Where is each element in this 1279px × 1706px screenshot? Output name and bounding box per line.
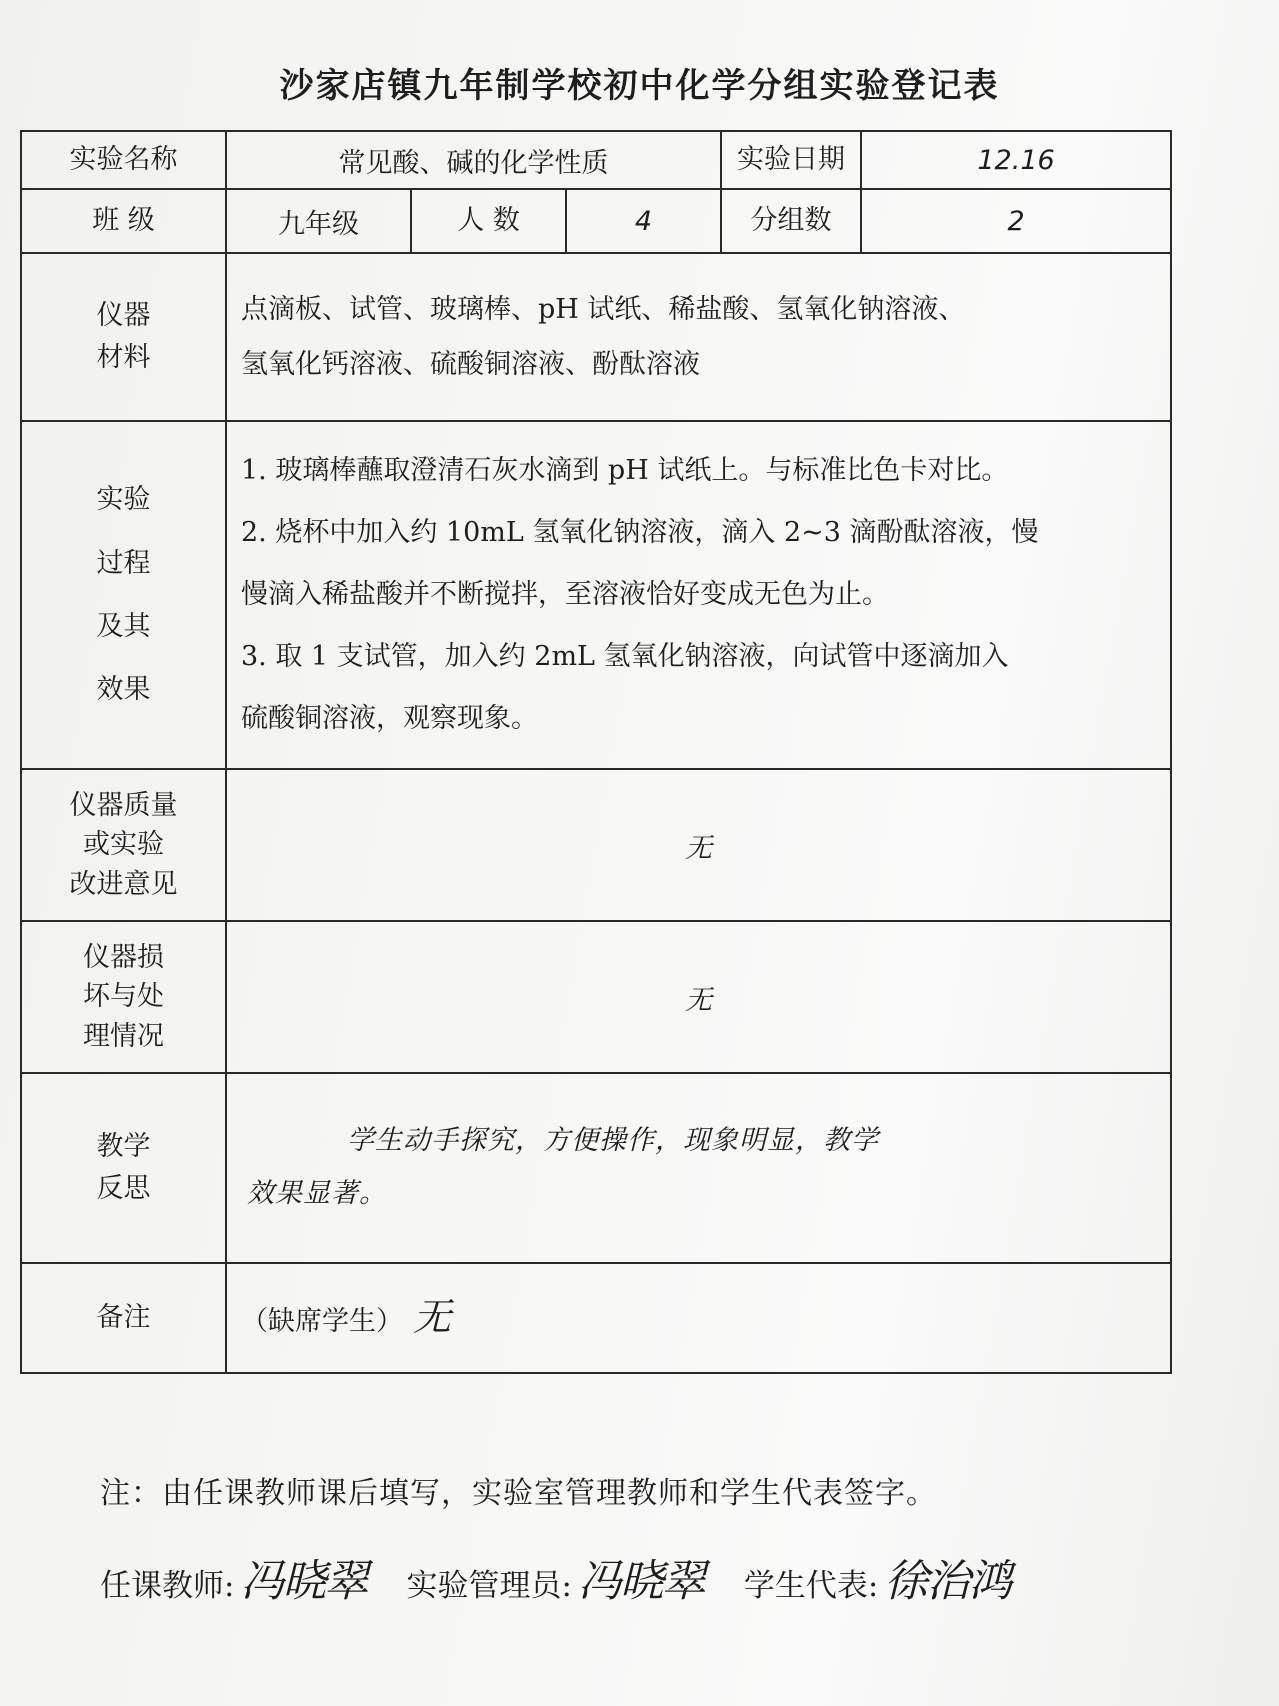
absent-students-label: （缺席学生） <box>241 1306 403 1338</box>
damage-value: 无 <box>226 921 1171 1073</box>
admin-signature <box>406 1545 703 1609</box>
row-reflection <box>21 1073 1171 1263</box>
quality-value: 无 <box>226 769 1171 921</box>
experiment-date-value: 12.16 <box>861 131 1171 189</box>
process-label-line: 及其 <box>96 611 151 642</box>
row-damage <box>21 921 1171 1073</box>
process-step-line: 硫酸铜溶液，观察现象。 <box>241 703 538 735</box>
row-equipment <box>21 253 1171 421</box>
student-label: 学生代表: <box>743 1568 879 1604</box>
student-name: 徐治鸿 <box>884 1556 1011 1607</box>
experiment-name-label: 实验名称 <box>21 131 226 189</box>
quality-label-line: 改进意见 <box>69 868 178 900</box>
people-count-value: 4 <box>566 189 721 253</box>
remarks-cell <box>226 1263 1171 1373</box>
remarks-label: 备注 <box>21 1263 226 1373</box>
equipment-line: 点滴板、试管、玻璃棒、pH 试纸、稀盐酸、氢氧化钠溶液、 <box>241 293 966 325</box>
admin-label: 实验管理员: <box>406 1568 572 1604</box>
reflection-label-line: 教学 <box>96 1131 151 1163</box>
damage-label <box>21 921 226 1073</box>
process-step-line: 慢滴入稀盐酸并不断搅拌，至溶液恰好变成无色为止。 <box>241 578 889 610</box>
quality-label <box>21 769 226 921</box>
quality-label-line: 仪器质量 <box>69 790 178 822</box>
form-note: 注：由任课教师课后填写，实验室管理教师和学生代表签字。 <box>100 1476 937 1511</box>
equipment-label-line: 仪器 <box>96 300 151 332</box>
teacher-name: 冯晓翠 <box>240 1556 367 1607</box>
process-step-line: 1. 玻璃棒蘸取澄清石灰水滴到 pH 试纸上。与标准比色卡对比。 <box>241 454 1009 486</box>
admin-name: 冯晓翠 <box>577 1556 704 1607</box>
reflection-label <box>21 1073 226 1263</box>
damage-label-line: 理情况 <box>83 1020 164 1052</box>
equipment-line: 氢氧化钙溶液、硫酸铜溶液、酚酞溶液 <box>241 349 700 380</box>
page-title: 沙家店镇九年制学校初中化学分组实验登记表 <box>279 66 1000 106</box>
reflection-line: 效果显著。 <box>247 1178 387 1209</box>
process-label <box>21 421 226 769</box>
process-label-line: 实验 <box>96 484 151 516</box>
process-step-line: 2. 烧杯中加入约 10mL 氢氧化钠溶液，滴入 2~3 滴酚酞溶液，慢 <box>241 516 1039 548</box>
experiment-date-label: 实验日期 <box>721 131 861 189</box>
class-value: 九年级 <box>226 189 411 253</box>
equipment-list <box>226 253 1171 421</box>
process-label-line: 过程 <box>96 547 151 579</box>
damage-label-line: 坏与处 <box>83 981 164 1013</box>
reflection-line: 学生动手探究，方便操作，现象明显，教学 <box>347 1125 879 1157</box>
row-remarks <box>21 1263 1171 1373</box>
row-name-date <box>21 131 1171 189</box>
experiment-name-value: 常见酸、碱的化学性质 <box>226 131 721 189</box>
teacher-signature <box>100 1545 366 1609</box>
row-class <box>21 189 1171 253</box>
class-label: 班 级 <box>21 189 226 253</box>
remarks-value: 无 <box>413 1295 452 1340</box>
row-quality <box>21 769 1171 921</box>
process-label-line: 效果 <box>96 674 151 706</box>
quality-label-line: 或实验 <box>83 829 164 861</box>
process-step-line: 3. 取 1 支试管，加入约 2mL 氢氧化钠溶液，向试管中逐滴加入 <box>241 641 1009 673</box>
people-count-label: 人 数 <box>411 189 566 253</box>
row-process <box>21 421 1171 769</box>
reflection-text <box>226 1073 1171 1263</box>
equipment-label-line: 材料 <box>96 342 151 373</box>
student-signature <box>744 1545 1010 1609</box>
registration-form <box>20 130 1172 1374</box>
signature-row <box>100 1545 1220 1609</box>
reflection-label-line: 反思 <box>96 1173 151 1204</box>
group-count-value: 2 <box>861 189 1171 253</box>
process-steps <box>226 421 1171 769</box>
equipment-label <box>21 253 226 421</box>
damage-label-line: 仪器损 <box>83 942 164 974</box>
teacher-label: 任课教师: <box>100 1568 235 1604</box>
group-count-label: 分组数 <box>721 189 861 253</box>
